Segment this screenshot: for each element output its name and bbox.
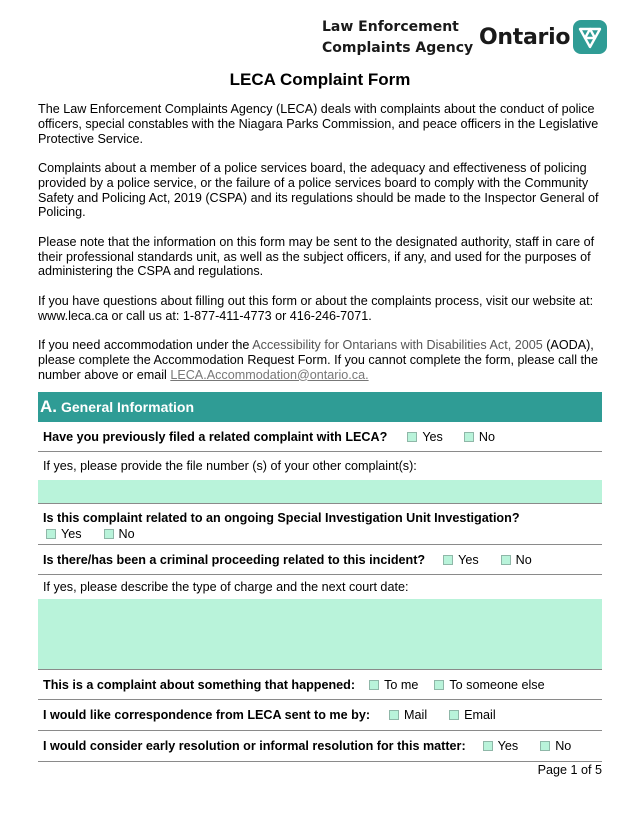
agency-name-line1: Law Enforcement xyxy=(322,19,459,35)
file-number-input[interactable] xyxy=(38,480,602,503)
checkbox-q1-yes[interactable] xyxy=(407,432,417,442)
page-number: Page 1 of 5 xyxy=(537,763,602,777)
checkbox-q5-mail[interactable] xyxy=(389,710,399,720)
checkbox-q3-no[interactable] xyxy=(501,555,511,565)
question-complaint-subject xyxy=(38,670,602,700)
option-label: Mail xyxy=(404,708,428,722)
option-label: Yes xyxy=(497,739,519,753)
page-header xyxy=(0,16,640,60)
intro-paragraph-4: If you have questions about filling out this form or about the complaints process, visit our website at: www.leca.ca or call us at: 1-877-411-4773 or 416-246-7071. xyxy=(38,293,594,323)
question-previous-complaint xyxy=(38,422,602,452)
question-label: I would like correspondence from LECA sent to me by: xyxy=(43,708,371,722)
aoda-link[interactable]: Accessibility for Ontarians with Disabilities Act, 2005 xyxy=(252,337,543,352)
section-header xyxy=(38,392,602,422)
question-early-resolution xyxy=(38,731,602,762)
question-correspondence xyxy=(38,700,602,731)
ontario-wordmark: Ontario xyxy=(479,25,571,50)
checkbox-q2-no[interactable] xyxy=(104,529,114,539)
option-label: Yes xyxy=(422,429,443,444)
question-label: Is this complaint related to an ongoing Special Investigation Unit Investigation? xyxy=(43,511,520,525)
form-title: LECA Complaint Form xyxy=(229,70,411,89)
intro-text xyxy=(38,102,606,397)
section-title: General Information xyxy=(61,399,195,415)
charge-description-row xyxy=(38,575,602,670)
intro-paragraph-5 xyxy=(38,338,606,382)
option-label: To me xyxy=(384,677,419,692)
option-label: Email xyxy=(464,708,496,722)
option-label: No xyxy=(555,739,572,753)
intro-p5-start: If you need accommodation under the xyxy=(38,337,253,352)
option-label: No xyxy=(478,429,495,444)
question-label: I would consider early resolution or informal resolution for this matter: xyxy=(43,739,466,753)
checkbox-q6-no[interactable] xyxy=(540,741,550,751)
intro-p5-middle: (AODA), please complete the Accommodation Request Form. If you cannot complete the form, please call the number above or email xyxy=(38,337,599,382)
intro-paragraph-2: Complaints about a member of a police services board, the adequacy and effectiveness of policing provided by a police service, or the failure of a police services board to comply with the Community Safety and Policing Act, 2019 (CSPA) and its regulations should be made to the Inspector General of Policing. xyxy=(38,160,599,220)
checkbox-q4-to-me[interactable] xyxy=(369,680,379,690)
charge-description-input[interactable] xyxy=(38,599,602,669)
intro-paragraph-1: The Law Enforcement Complaints Agency (LECA) deals with complaints about the conduct of police officers, special constables with the Niagara Parks Commission, and peace officers in the Legislative Protective Service. xyxy=(38,102,599,146)
trillium-icon xyxy=(573,20,607,54)
question-siu xyxy=(38,504,602,545)
agency-name-line2: Complaints Agency xyxy=(322,40,474,56)
followup-label: If yes, please provide the file number (s) of your other complaint(s): xyxy=(43,459,417,473)
intro-paragraph-3: Please note that the information on this form may be sent to the designated authority, staff in care of their professional standards unit, as well as the subject officers, if any, and used for the purposes of administering the CSPA and regulations. xyxy=(38,234,595,279)
question-label: This is a complaint about something that happened: xyxy=(43,677,356,692)
option-label: To someone else xyxy=(449,677,545,692)
accommodation-email-link[interactable]: LECA.Accommodation@ontario.ca. xyxy=(170,367,369,382)
question-label: Is there/has been a criminal proceeding related to this incident? xyxy=(43,552,426,567)
section-letter: A. xyxy=(40,397,57,416)
checkbox-q1-no[interactable] xyxy=(464,432,474,442)
checkbox-q6-yes[interactable] xyxy=(483,741,493,751)
checkbox-q2-yes[interactable] xyxy=(46,529,56,539)
question-criminal-proceeding xyxy=(38,545,602,575)
option-label: No xyxy=(118,526,135,541)
followup-label: If yes, please describe the type of charge and the next court date: xyxy=(43,580,409,594)
checkbox-q5-email[interactable] xyxy=(449,710,459,720)
previous-file-number-row xyxy=(38,452,602,504)
checkbox-q3-yes[interactable] xyxy=(443,555,453,565)
option-label: No xyxy=(515,552,532,567)
agency-name xyxy=(322,17,473,59)
option-label: Yes xyxy=(458,552,479,567)
section-general-information xyxy=(38,392,602,762)
checkbox-q4-someone-else[interactable] xyxy=(434,680,444,690)
option-label: Yes xyxy=(61,526,82,541)
question-label: Have you previously filed a related complaint with LECA? xyxy=(43,429,388,444)
